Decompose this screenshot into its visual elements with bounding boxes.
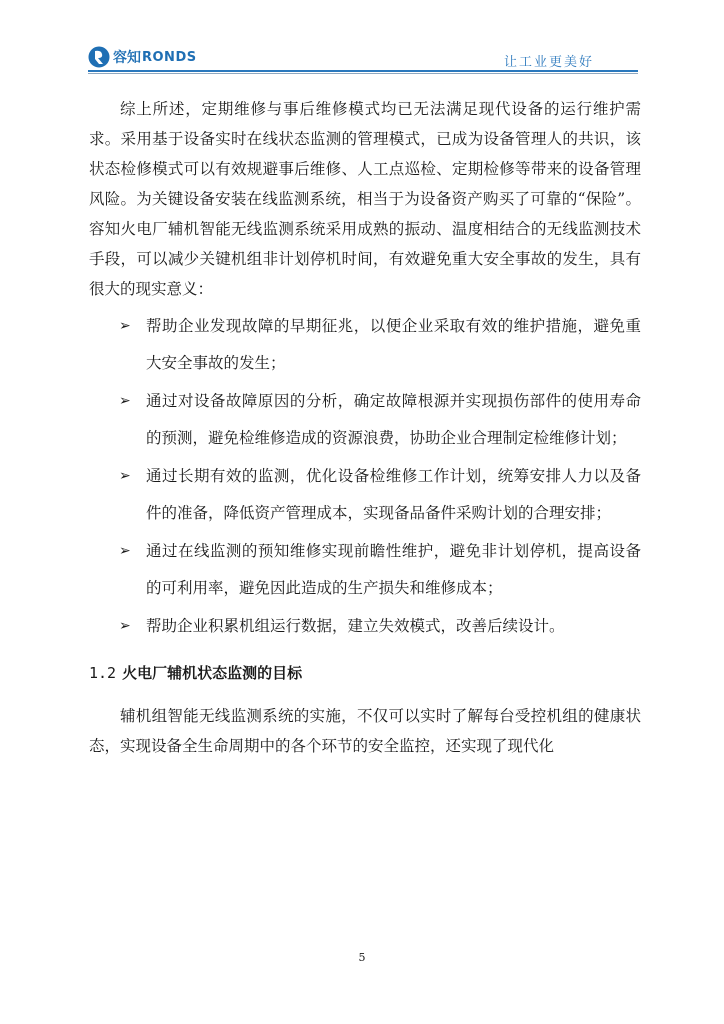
section-heading [89, 659, 641, 687]
section-title: 火电厂辅机状态监测的目标 [122, 664, 303, 682]
page-header [0, 0, 724, 72]
list-item-text: 通过在线监测的预知维修实现前瞻性维护，避免非计划停机，提高设备的可利用率，避免因此造成的生产损失和维修成本； [146, 542, 641, 597]
document-body [89, 94, 641, 761]
arrow-bullet-icon: ➢ [119, 468, 131, 484]
arrow-bullet-icon: ➢ [119, 393, 131, 409]
arrow-bullet-icon: ➢ [119, 318, 131, 334]
header-divider [88, 70, 638, 72]
company-logo [88, 46, 197, 68]
benefit-list [89, 308, 641, 645]
arrow-bullet-icon: ➢ [119, 618, 131, 634]
list-item-text: 帮助企业积累机组运行数据，建立失效模式，改善后续设计。 [146, 617, 565, 635]
list-item-text: 帮助企业发现故障的早期征兆，以便企业采取有效的维护措施，避免重大安全事故的发生； [146, 317, 641, 372]
page-number: 5 [358, 951, 366, 964]
intro-paragraph: 综上所述，定期维修与事后维修模式均已无法满足现代设备的运行维护需求。采用基于设备实时在线状态监测的管理模式，已成为设备管理人的共识，该状态检修模式可以有效规避事后维修、人工点巡检、定期检修等带来的设备管理风险。为关键设备安装在线监测系统，相当于为设备资产购买了可靠的“保险”。容知火电厂辅机智能无线监测系统采用成熟的振动、温度相结合的无线监测技术手段，可以减少关键机组非计划停机时间，有效避免重大安全事故的发生，具有很大的现实意义： [89, 100, 641, 298]
arrow-bullet-icon: ➢ [119, 543, 131, 559]
header-divider-thin [88, 73, 638, 74]
section-paragraph: 辅机组智能无线监测系统的实施，不仅可以实时了解每台受控机组的健康状态，实现设备全生命周期中的各个环节的安全监控，还实现了现代化 [89, 707, 641, 755]
list-item [89, 308, 641, 382]
logo-english-name: RONDS [142, 49, 197, 65]
list-item [89, 458, 641, 532]
ronds-logo-icon [88, 46, 110, 68]
header-slogan: 让工业更美好 [503, 55, 594, 70]
list-item [89, 533, 641, 607]
list-item-text: 通过长期有效的监测，优化设备检维修工作计划，统筹安排人力以及备件的准备，降低资产管理成本，实现备品备件采购计划的合理安排； [146, 467, 641, 522]
list-item [89, 608, 641, 645]
section-number: 1.2 [89, 664, 117, 682]
logo-chinese-name: 容知 [113, 50, 141, 66]
list-item [89, 383, 641, 457]
list-item-text: 通过对设备故障原因的分析，确定故障根源并实现损伤部件的使用寿命的预测，避免检维修造成的资源浪费，协助企业合理制定检维修计划； [146, 392, 641, 447]
